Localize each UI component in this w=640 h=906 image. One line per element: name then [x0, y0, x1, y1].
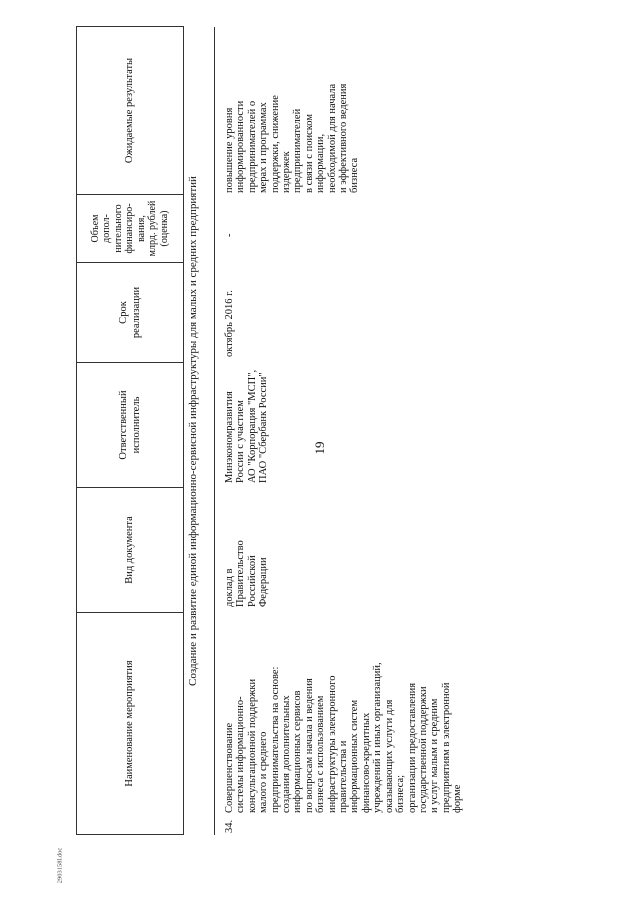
- text-line: организации предоставления: [406, 682, 418, 813]
- text-line: малого и среднего: [258, 731, 270, 813]
- measure-name: [224, 662, 464, 813]
- text-line: России с участием: [235, 400, 247, 483]
- text-line: поддержки, снижение: [269, 95, 281, 193]
- text-line: млрд. рублей: [147, 200, 159, 257]
- text-line: Федерации: [258, 557, 270, 607]
- text-line: и услуг малым и средним: [429, 698, 441, 813]
- responsible-executor: [224, 370, 270, 483]
- text-line: издержек: [281, 151, 293, 193]
- text-line: государственной поддержки: [417, 686, 429, 813]
- text-line: предприятиям в электронной: [440, 682, 452, 813]
- section-title: Создание и развитие единой информационно-сервисной инфраструктуры для малых и средних предприятий: [187, 176, 199, 686]
- header-cell: [77, 488, 184, 613]
- measures-table-header: [76, 26, 184, 835]
- text-line: бизнеса с использованием: [315, 695, 327, 813]
- expected-results: [224, 84, 361, 193]
- text-line: по вопросам начала и ведения: [303, 678, 315, 813]
- text-line: Правительство: [235, 540, 247, 607]
- implementation-term: октябрь 2016 г.: [224, 290, 235, 357]
- header-cell: [77, 363, 184, 488]
- document-type: [224, 540, 270, 607]
- text-line: Срок: [117, 301, 129, 324]
- text-line: реализации: [131, 286, 142, 339]
- text-line: АО "Корпорация "МСП",: [246, 369, 258, 483]
- text-line: Минэкономразвития: [224, 391, 235, 483]
- landscape-table-area: [76, 27, 636, 835]
- text-line: бизнеса: [349, 157, 361, 193]
- text-line: (оценка): [158, 210, 170, 247]
- text-line: доклад в: [224, 568, 235, 607]
- additional-funding: -: [224, 233, 235, 237]
- header-cell: [77, 195, 184, 263]
- text-line: Ответственный: [117, 390, 129, 460]
- text-line: финансиро-: [124, 203, 136, 254]
- text-line: учреждений и иных организаций,: [372, 662, 384, 813]
- header-cell: [77, 27, 184, 195]
- text-line: системы информационно-: [235, 696, 247, 813]
- footer-file-code: 2903158l.doc: [56, 847, 64, 884]
- text-line: предпринимателей: [292, 108, 304, 193]
- section-divider: [214, 27, 215, 835]
- row-number: 34.: [224, 819, 235, 833]
- text-line: форме: [452, 784, 464, 813]
- text-line: и эффективного ведения: [338, 83, 350, 193]
- text-line: нительного: [112, 204, 124, 253]
- text-line: исполнитель: [131, 396, 142, 454]
- header-cell: [77, 263, 184, 363]
- text-line: Наименование мероприятия: [124, 660, 136, 787]
- text-line: вания,: [135, 215, 147, 242]
- text-line: правительства и: [338, 740, 350, 813]
- text-line: информации,: [315, 133, 327, 193]
- text-line: Ожидаемые результаты: [124, 57, 136, 164]
- text-line: консультационной поддержки: [246, 678, 258, 813]
- text-line: в связи с поиском: [303, 114, 315, 193]
- text-line: предпринимательства на основе:: [269, 666, 281, 813]
- page-number: 19: [312, 441, 327, 455]
- text-line: мерах и программах: [258, 102, 270, 193]
- header-cell: [77, 613, 184, 835]
- text-line: предпринимателей о: [246, 100, 258, 193]
- text-line: информационных систем: [349, 699, 361, 813]
- text-line: допол-: [101, 214, 113, 243]
- text-line: необходимой для начала: [326, 83, 338, 193]
- text-line: финансово-кредитных: [360, 712, 372, 813]
- text-line: Совершенствование: [224, 722, 235, 813]
- text-line: ПАО "Сбербанк России": [258, 372, 270, 483]
- text-line: Российской: [246, 555, 258, 607]
- text-line: оказывающих услуги для: [383, 699, 395, 813]
- text-line: создания дополнительных: [281, 695, 293, 813]
- text-line: бизнеса;: [395, 774, 407, 813]
- text-line: Вид документа: [124, 516, 136, 584]
- text-line: информационных сервисов: [292, 690, 304, 813]
- text-line: информированности: [235, 100, 247, 193]
- rotated-page-content: [76, 27, 636, 835]
- text-line: Объем: [89, 214, 101, 243]
- header-row: [77, 27, 184, 835]
- text-line: инфраструктуры электронного: [326, 675, 338, 813]
- text-line: повышение уровня: [224, 107, 235, 193]
